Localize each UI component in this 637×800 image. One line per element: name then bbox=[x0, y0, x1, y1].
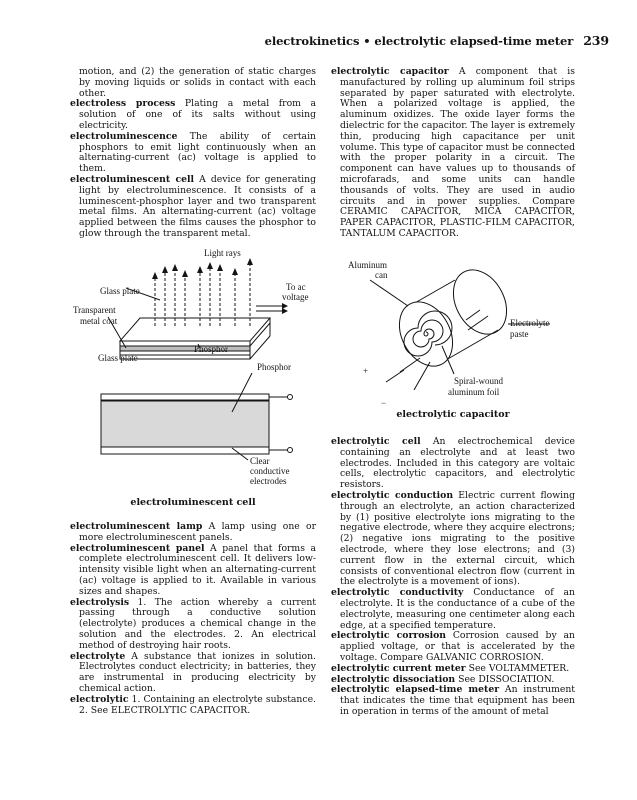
entry-electrolytic-conductivity bbox=[331, 588, 575, 631]
entry-electroluminescent-lamp bbox=[70, 522, 316, 544]
entry-definition: A panel that forms a complete electroluminescent cell. It delivers low-intensity visible light when an alternating-current (ac) voltage is applied to it. Available in various sizes and shapes. bbox=[79, 542, 316, 597]
label-can: can bbox=[375, 270, 388, 280]
entry-definition: A substance that ionizes in solution. Electrolytes conduct electricity; in batteries, they are instrumental in producing electricity by chemical action. bbox=[79, 650, 316, 694]
entry-definition: An instrument that indicates the time that equipment has been in operation in terms of the amount of metal bbox=[340, 684, 575, 717]
electroluminescent-cell-figure bbox=[60, 240, 330, 495]
entry-definition: Plating a metal from a solution of one of its salts without using electricity. bbox=[79, 98, 316, 131]
entry-electrolysis bbox=[70, 598, 316, 652]
entry-electroluminescent-cell bbox=[70, 175, 316, 240]
entry-electroless-process bbox=[70, 99, 316, 131]
label-light-rays: Light rays bbox=[204, 248, 241, 258]
entry-definition: The ability of certain phosphors to emit light continuously when an alternating-current (ac) voltage is applied to them. bbox=[79, 130, 316, 175]
entry-definition: 1. The action whereby a current passing through a conductive solution (electrolyte) produces a chemical change in the solution and the electrodes. 2. An electrical method of destroying hair roots. bbox=[79, 596, 316, 651]
entry-continuation bbox=[70, 67, 316, 99]
label-clear: Clear bbox=[250, 456, 270, 466]
label-conductive: conductive bbox=[250, 466, 290, 476]
entry-electrolytic-capacitor bbox=[331, 67, 575, 240]
label-spiral-wound: Spiral-wound bbox=[454, 376, 503, 386]
entry-definition: Corrosion caused by an applied voltage, or that is accelerated by the voltage. Compare GALVANIC CORROSION. bbox=[340, 630, 575, 663]
entry-electrolyte bbox=[70, 652, 316, 695]
running-header bbox=[265, 33, 609, 48]
entry-electroluminescence bbox=[70, 132, 316, 175]
entry-definition: A lamp using one or more electroluminescent panels. bbox=[79, 521, 317, 543]
entry-term: electroluminescence bbox=[70, 130, 178, 142]
caption-electroluminescent-cell: electroluminescent cell bbox=[130, 497, 256, 508]
entry-definition: An electrochemical device containing an electrolyte and at least two electrodes. Included in this category are voltaic cells, electrolytic capacitors, and electrolytic resistors. bbox=[340, 436, 575, 491]
left-column-bottom bbox=[70, 522, 316, 716]
entry-term: electrolytic conductivity bbox=[331, 587, 464, 599]
entry-term: electrolytic bbox=[70, 693, 129, 705]
entry-term: electroluminescent lamp bbox=[70, 521, 203, 532]
left-column-top bbox=[70, 67, 316, 240]
entry-electrolytic-cell bbox=[331, 437, 575, 491]
entry-term: electrolytic elapsed-time meter bbox=[331, 684, 500, 696]
entry-definition: See DISSOCIATION. bbox=[458, 673, 555, 685]
entry-definition: 1. Containing an electrolyte substance. 2. See ELECTROLYTIC CAPACITOR. bbox=[79, 693, 316, 716]
label-aluminum: Aluminum bbox=[348, 260, 388, 270]
running-title: electrokinetics • electrolytic elapsed-time meter bbox=[264, 34, 574, 48]
entry-term: electrolytic capacitor bbox=[331, 66, 449, 77]
label-electrolyte: Electrolyte bbox=[510, 318, 550, 328]
label-aluminum-foil: aluminum foil bbox=[448, 387, 500, 397]
electrolytic-capacitor-figure bbox=[338, 250, 568, 410]
entry-definition: A device for generating light by electroluminescence. It consists of a luminescent-phosphor layer and two transparent metal films. An alternating-current (ac) voltage applied between the films causes the phosphor to glow through the transparent metal. bbox=[79, 173, 316, 239]
entry-definition: A component that is manufactured by rolling up aluminum foil strips separated by paper saturated with electrolyte. When a polarized voltage is applied, the aluminum oxidizes. The oxide layer forms the dielectric for the capacitor. The layer is extremely thin, producing high capacitance per unit volume. This type of capacitor must be connected with the proper polarity in a circuit. The component can have values up to thousands of microfarads, and some units can handle thousands of volts. They are used in audio circuits and in power supplies. Compare CERAMIC CAPACITOR, MICA CAPACITOR, PAPER CAPACITOR, PLASTIC-FILM CAPACITOR, TANTALUM CAPACITOR. bbox=[340, 66, 575, 239]
label-phosphor-side: Phosphor bbox=[257, 362, 292, 372]
entry-term: electrolytic dissociation bbox=[331, 673, 456, 685]
entry-definition: See VOLTAMMETER. bbox=[468, 662, 570, 674]
entry-electrolytic-elapsed-time-meter bbox=[331, 685, 575, 717]
entry-term: electrolyte bbox=[70, 650, 126, 662]
label-paste: paste bbox=[510, 329, 529, 339]
entry-term: electroless process bbox=[70, 98, 176, 110]
entry-definition: Conductance of an electrolyte. It is the conductance of a cube of the electrolyte, measuring one centimeter along each edge, at a specified temperature. bbox=[340, 587, 575, 631]
entry-term: electroluminescent panel bbox=[70, 542, 205, 554]
label-to-ac: To ac bbox=[286, 282, 306, 292]
entry-electrolytic-conduction bbox=[331, 491, 575, 588]
entry-electrolytic-corrosion bbox=[331, 631, 575, 663]
label-voltage: voltage bbox=[282, 292, 309, 302]
label-minus: − bbox=[381, 398, 387, 408]
label-metal-coat: metal coat bbox=[80, 316, 118, 326]
entry-term: electrolytic corrosion bbox=[331, 630, 446, 642]
label-phosphor-mid: Phosphor bbox=[194, 344, 229, 354]
label-electrodes: electrodes bbox=[250, 476, 287, 486]
caption-electrolytic-capacitor: electrolytic capacitor bbox=[396, 409, 510, 420]
right-column-top bbox=[331, 67, 575, 240]
entry-term: electrolytic conduction bbox=[331, 489, 454, 501]
label-glass-plate-bottom: Glass plate bbox=[98, 353, 138, 363]
entry-definition: Electric current flowing through an electrolyte, an action characterized by (1) positive electrolyte ions migrating to the negative electrode, where they acquire electrons; (2) negative ions migrating to the positive electrode, where they lose electrons; and (3) current flow in the external circuit, which consists of conventional electron flow (current in the electrolyte is a movement of ions). bbox=[340, 489, 575, 588]
label-glass-plate-top: Glass plate bbox=[100, 286, 140, 296]
entry-term: electrolytic cell bbox=[331, 436, 421, 447]
entry-term: electroluminescent cell bbox=[70, 173, 195, 185]
label-transparent: Transparent bbox=[73, 305, 116, 315]
label-plus: + bbox=[363, 366, 369, 376]
page-number: 239 bbox=[583, 33, 609, 48]
entry-electrolytic bbox=[70, 695, 316, 717]
entry-electroluminescent-panel bbox=[70, 544, 316, 598]
entry-term: electrolysis bbox=[70, 596, 130, 608]
entry-definition: motion, and (2) the generation of static charges by moving liquids or solids in contact with each other. bbox=[79, 66, 316, 99]
entry-term: electrolytic current meter bbox=[331, 662, 466, 674]
right-column-bottom bbox=[331, 437, 575, 718]
